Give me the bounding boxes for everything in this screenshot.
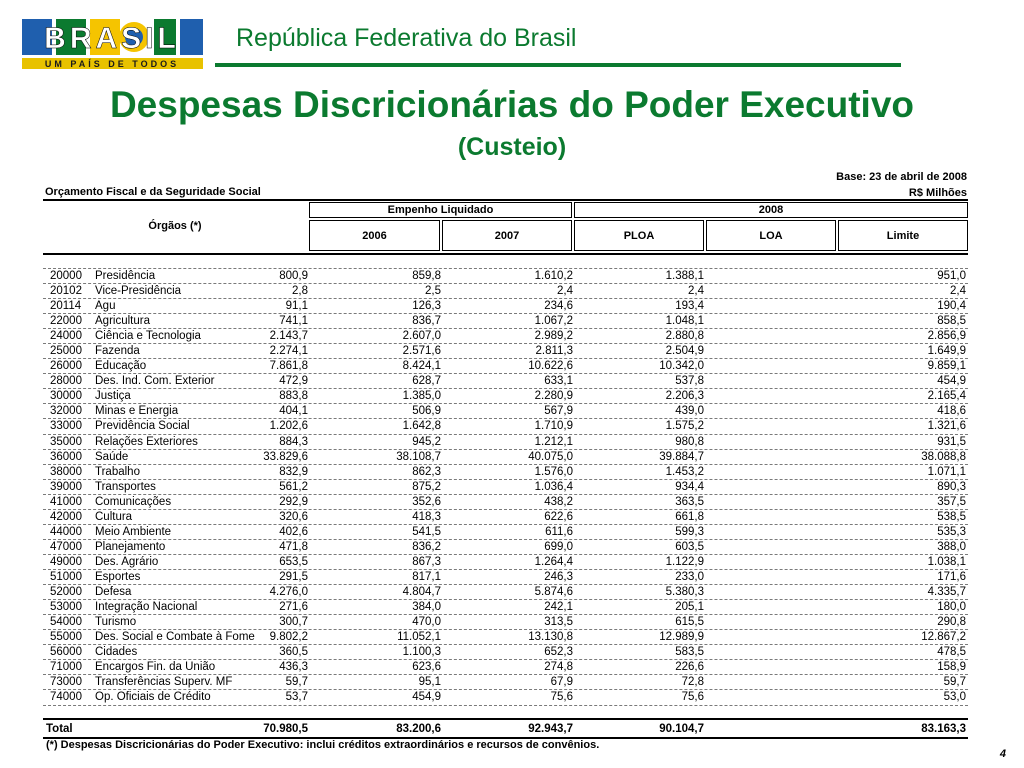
table-row: [43, 388, 968, 403]
value-2006: 561,2: [279, 480, 308, 493]
value-loa: 1.388,1: [665, 270, 704, 282]
orgao-name: Cultura: [95, 510, 133, 523]
table-row: [43, 418, 968, 433]
orgao-name: Des. Social e Combate à Fome: [95, 631, 255, 644]
orgao-name: Ciência e Tecnologia: [95, 330, 201, 343]
value-2006: 471,8: [279, 540, 308, 553]
value-limite: 478,5: [937, 646, 966, 659]
value-2006: 9.802,2: [269, 631, 308, 644]
value-2006: 436,3: [279, 661, 308, 674]
value-2007: 2.607,0: [402, 330, 441, 343]
value-loa: 39.884,7: [659, 450, 704, 463]
orgao-name: Defesa: [95, 585, 132, 598]
value-2006: 2.143,7: [269, 330, 308, 343]
value-ploa: 567,9: [544, 405, 573, 418]
value-ploa: 13.130,8: [528, 631, 573, 644]
table-row: [43, 569, 968, 584]
table-row: [43, 358, 968, 373]
value-2007: 95,1: [418, 676, 441, 689]
value-2006: 271,6: [279, 601, 308, 614]
orgao-code: 20102: [50, 285, 82, 298]
empenho-group-header: Empenho Liquidado: [309, 202, 572, 218]
table-row: [43, 674, 968, 689]
orgao-code: 47000: [50, 540, 82, 553]
table-body: [43, 268, 968, 704]
value-limite: 538,5: [937, 510, 966, 523]
value-loa: 10.342,0: [659, 360, 704, 373]
orgao-name: Fazenda: [95, 345, 140, 358]
value-2007: 384,0: [412, 601, 441, 614]
value-loa: 5.380,3: [665, 585, 704, 598]
value-ploa: 611,6: [545, 525, 573, 538]
value-2006: 291,5: [279, 570, 308, 583]
orgao-code: 41000: [50, 495, 82, 508]
value-2007: 470,0: [412, 616, 441, 629]
orgao-code: 35000: [50, 435, 82, 448]
orgao-name: Integração Nacional: [95, 601, 198, 614]
value-2006: 800,9: [279, 270, 308, 282]
value-2007: 352,6: [412, 495, 441, 508]
value-ploa: 10.622,6: [528, 360, 573, 373]
column-header-2006: 2006: [309, 220, 440, 251]
orgao-code: 20000: [50, 270, 82, 282]
value-2007: 862,3: [412, 465, 441, 478]
value-ploa: 246,3: [544, 570, 573, 583]
orgao-name: Turismo: [95, 616, 137, 629]
total-loa: 90.104,7: [659, 723, 704, 735]
value-loa: 583,5: [675, 646, 704, 659]
value-ploa: 1.036,4: [534, 480, 573, 493]
table-row: [43, 403, 968, 418]
value-2007: 454,9: [412, 691, 441, 704]
value-2006: 2.274,1: [269, 345, 308, 358]
table-top-rule: [43, 199, 968, 201]
value-2006: 360,5: [279, 646, 308, 659]
value-2007: 1.100,3: [402, 646, 441, 659]
table-row: [43, 434, 968, 449]
value-ploa: 652,3: [544, 646, 573, 659]
orgao-name: Justiça: [95, 390, 131, 403]
orgao-code: 38000: [50, 465, 82, 478]
page-title: Despesas Discricionárias do Poder Executivo: [109, 84, 915, 125]
value-limite: 53,0: [943, 691, 966, 704]
total-limite: 83.163,3: [921, 723, 966, 735]
orgao-name: Educação: [95, 360, 147, 373]
value-2006: 4.276,0: [269, 585, 308, 598]
orgao-code: 44000: [50, 525, 82, 538]
table-row: [43, 268, 968, 283]
value-loa: 2.206,3: [665, 390, 704, 403]
orgao-name: Transferências Superv. MF: [95, 676, 233, 689]
orgao-code: 22000: [50, 315, 82, 328]
page-number: 4: [999, 748, 1006, 760]
value-2006: 59,7: [285, 676, 308, 689]
value-2006: 404,1: [279, 405, 308, 418]
orgao-name: Agu: [95, 300, 116, 313]
value-loa: 603,5: [675, 540, 704, 553]
orgao-code: 71000: [50, 661, 82, 674]
orgao-code: 53000: [50, 601, 82, 614]
value-ploa: 67,9: [550, 676, 573, 689]
value-2007: 541,5: [412, 525, 441, 538]
value-limite: 1.071,1: [927, 465, 966, 478]
value-loa: 233,0: [675, 570, 704, 583]
value-2006: 402,6: [279, 525, 308, 538]
value-2006: 832,9: [279, 465, 308, 478]
value-limite: 418,6: [937, 405, 966, 418]
value-limite: 190,4: [937, 300, 966, 313]
value-loa: 75,6: [681, 691, 704, 704]
value-ploa: 274,8: [544, 661, 573, 674]
value-loa: 12.989,9: [659, 631, 704, 644]
total-label: Total: [46, 723, 73, 735]
table-row: [43, 464, 968, 479]
value-2006: 2,8: [292, 285, 308, 298]
orgao-code: 33000: [50, 420, 82, 433]
brasil-logo: [20, 17, 205, 70]
value-loa: 934,4: [675, 480, 704, 493]
value-2007: 8.424,1: [402, 360, 441, 373]
orgao-code: 49000: [50, 555, 82, 568]
value-limite: 180,0: [937, 601, 966, 614]
header-divider: [215, 63, 901, 67]
total-row: [43, 721, 968, 737]
value-loa: 193,4: [675, 300, 704, 313]
value-loa: 661,8: [675, 510, 704, 523]
value-ploa: 1.576,0: [534, 465, 573, 478]
value-2006: 292,9: [279, 495, 308, 508]
total-2007: 83.200,6: [396, 723, 441, 735]
value-limite: 931,5: [937, 435, 966, 448]
value-loa: 363,5: [675, 495, 704, 508]
value-2007: 4.804,7: [402, 585, 441, 598]
table-row: [43, 328, 968, 343]
value-limite: 2.165,4: [927, 390, 966, 403]
orgao-name: Agricultura: [95, 315, 150, 328]
value-2006: 320,6: [279, 510, 308, 523]
total-ploa: 92.943,7: [528, 723, 573, 735]
value-limite: 951,0: [937, 270, 966, 282]
value-2007: 418,3: [412, 510, 441, 523]
year-2008-group-header: 2008: [574, 202, 968, 218]
value-2007: 817,1: [412, 570, 441, 583]
value-loa: 599,3: [675, 525, 704, 538]
value-2006: 884,3: [279, 435, 308, 448]
orgao-name: Relações Exteriores: [95, 435, 198, 448]
orgao-code: 24000: [50, 330, 82, 343]
table-row: [43, 614, 968, 629]
value-loa: 615,5: [675, 616, 704, 629]
orgao-name: Op. Oficiais de Crédito: [95, 691, 211, 704]
value-loa: 1.453,2: [665, 465, 704, 478]
orgao-name: Vice-Presidência: [95, 285, 182, 298]
value-2006: 7.861,8: [269, 360, 308, 373]
orgao-name: Previdência Social: [95, 420, 190, 433]
value-ploa: 1.610,2: [534, 270, 573, 282]
value-2006: 883,8: [279, 390, 308, 403]
orgao-code: 55000: [50, 631, 82, 644]
orgao-name: Saúde: [95, 450, 129, 463]
value-limite: 38.088,8: [921, 450, 966, 463]
value-limite: 535,3: [937, 525, 966, 538]
value-ploa: 40.075,0: [528, 450, 573, 463]
value-loa: 439,0: [675, 405, 704, 418]
value-ploa: 2,4: [557, 285, 573, 298]
value-ploa: 1.264,4: [534, 555, 573, 568]
value-limite: 171,6: [937, 570, 966, 583]
orgao-code: 54000: [50, 616, 82, 629]
page-subtitle: (Custeio): [457, 133, 567, 161]
value-limite: 454,9: [937, 375, 966, 388]
value-ploa: 622,6: [544, 510, 573, 523]
value-limite: 890,3: [937, 480, 966, 493]
orgao-code: 51000: [50, 570, 82, 583]
value-ploa: 2.989,2: [534, 330, 573, 343]
value-limite: 858,5: [937, 315, 966, 328]
orgao-name: Cidades: [95, 646, 138, 659]
orgaos-header: Órgãos (*): [148, 220, 202, 232]
orgao-code: 73000: [50, 676, 82, 689]
orgao-name: Encargos Fin. da União: [95, 661, 216, 674]
column-header-loa: LOA: [706, 220, 836, 251]
orgao-name: Presidência: [95, 270, 156, 282]
orgao-name: Esportes: [95, 570, 141, 583]
value-2007: 1.642,8: [402, 420, 441, 433]
value-2006: 1.202,6: [269, 420, 308, 433]
table-row: [43, 373, 968, 388]
value-2007: 38.108,7: [396, 450, 441, 463]
value-ploa: 234,6: [544, 300, 573, 313]
value-2007: 867,3: [412, 555, 441, 568]
value-loa: 1.122,9: [665, 555, 704, 568]
orgao-name: Comunicações: [95, 495, 172, 508]
table-row: [43, 659, 968, 674]
table-row: [43, 313, 968, 328]
value-2006: 741,1: [279, 315, 308, 328]
value-2007: 623,6: [412, 661, 441, 674]
orgao-name: Transportes: [95, 480, 156, 493]
table-row: [43, 554, 968, 569]
value-ploa: 1.067,2: [534, 315, 573, 328]
value-limite: 12.867,2: [921, 631, 966, 644]
orgao-name: Meio Ambiente: [95, 525, 172, 538]
value-loa: 1.575,2: [665, 420, 704, 433]
value-limite: 1.038,1: [927, 555, 966, 568]
orgao-name: Minas e Energia: [95, 405, 179, 418]
value-2007: 126,3: [412, 300, 441, 313]
value-limite: 2,4: [950, 285, 966, 298]
value-ploa: 75,6: [550, 691, 573, 704]
orgao-code: 74000: [50, 691, 82, 704]
value-2007: 2,5: [425, 285, 441, 298]
value-ploa: 699,0: [544, 540, 573, 553]
value-ploa: 1.212,1: [534, 435, 573, 448]
value-loa: 72,8: [681, 676, 704, 689]
table-row: [43, 629, 968, 644]
value-loa: 1.048,1: [665, 315, 704, 328]
column-header-ploa: PLOA: [574, 220, 704, 251]
table-row: [43, 509, 968, 524]
orgao-name: Des. Agrário: [95, 555, 159, 568]
value-ploa: 438,2: [544, 495, 573, 508]
orgao-code: 28000: [50, 375, 82, 388]
value-2007: 875,2: [412, 480, 441, 493]
total-2006: 70.980,5: [263, 723, 308, 735]
value-2007: 836,7: [412, 315, 441, 328]
table-row: [43, 644, 968, 659]
value-2007: 628,7: [412, 375, 441, 388]
orgao-code: 36000: [50, 450, 82, 463]
table-row: [43, 599, 968, 614]
orgao-code: 52000: [50, 585, 82, 598]
value-2007: 836,2: [412, 540, 441, 553]
value-2007: 506,9: [412, 405, 441, 418]
table-row: [43, 584, 968, 599]
table-row: [43, 494, 968, 509]
table-row: [43, 524, 968, 539]
table-body-end: [43, 705, 968, 706]
column-header-2007: 2007: [442, 220, 572, 251]
footnote: (*) Despesas Discricionárias do Poder Executivo: inclui créditos extraordinários e recursos de convênios.: [46, 739, 600, 751]
value-2007: 11.052,1: [397, 631, 441, 644]
value-2007: 2.571,6: [402, 345, 441, 358]
value-2007: 1.385,0: [402, 390, 441, 403]
value-limite: 1.321,6: [927, 420, 966, 433]
value-limite: 1.649,9: [927, 345, 966, 358]
header-bottom-rule: [43, 253, 968, 255]
value-limite: 357,5: [937, 495, 966, 508]
value-2006: 300,7: [279, 616, 308, 629]
value-loa: 205,1: [675, 601, 704, 614]
value-loa: 226,6: [675, 661, 704, 674]
budget-label: Orçamento Fiscal e da Seguridade Social: [45, 186, 261, 198]
value-limite: 59,7: [943, 676, 966, 689]
orgao-code: 56000: [50, 646, 82, 659]
value-limite: 290,8: [937, 616, 966, 629]
value-ploa: 2.280,9: [534, 390, 573, 403]
value-limite: 158,9: [937, 661, 966, 674]
value-loa: 2.880,8: [665, 330, 704, 343]
table-row: [43, 298, 968, 313]
orgao-code: 32000: [50, 405, 82, 418]
table-row: [43, 479, 968, 494]
orgao-name: Des. Ind. Com. Exterior: [95, 375, 215, 388]
value-loa: 2.504,9: [665, 345, 704, 358]
orgao-code: 26000: [50, 360, 82, 373]
orgao-code: 20114: [50, 300, 82, 313]
table-row: [43, 343, 968, 358]
orgao-code: 30000: [50, 390, 82, 403]
logo-tagline: UM PAÍS DE TODOS: [44, 59, 180, 69]
column-header-limite: Limite: [838, 220, 968, 251]
value-2007: 945,2: [412, 435, 441, 448]
value-ploa: 242,1: [544, 601, 573, 614]
table-row: [43, 539, 968, 554]
value-limite: 4.335,7: [927, 585, 966, 598]
table-row: [43, 449, 968, 464]
logo-wordmark: BRASIL: [44, 22, 180, 55]
value-2006: 472,9: [279, 375, 308, 388]
orgao-code: 39000: [50, 480, 82, 493]
table-row: [43, 689, 968, 704]
base-date: Base: 23 de abril de 2008: [836, 171, 967, 183]
value-2006: 91,1: [285, 300, 308, 313]
orgao-code: 25000: [50, 345, 82, 358]
value-ploa: 2.811,3: [535, 345, 573, 358]
orgao-code: 42000: [50, 510, 82, 523]
value-loa: 980,8: [675, 435, 704, 448]
value-2006: 53,7: [285, 691, 308, 704]
value-ploa: 313,5: [544, 616, 573, 629]
orgao-name: Trabalho: [95, 465, 140, 478]
value-loa: 2,4: [688, 285, 704, 298]
orgao-name: Planejamento: [95, 540, 166, 553]
unit-label: R$ Milhões: [908, 187, 967, 199]
total-top-rule: [43, 718, 968, 720]
value-ploa: 5.874,6: [534, 585, 573, 598]
value-ploa: 633,1: [544, 375, 573, 388]
value-2007: 859,8: [412, 270, 441, 282]
value-limite: 9.859,1: [927, 360, 966, 373]
value-2006: 653,5: [279, 555, 308, 568]
value-loa: 537,8: [675, 375, 704, 388]
value-limite: 388,0: [937, 540, 966, 553]
value-ploa: 1.710,9: [534, 420, 573, 433]
table-row: [43, 283, 968, 298]
republic-name: República Federativa do Brasil: [236, 24, 577, 52]
value-limite: 2.856,9: [927, 330, 966, 343]
value-2006: 33.829,6: [263, 450, 308, 463]
